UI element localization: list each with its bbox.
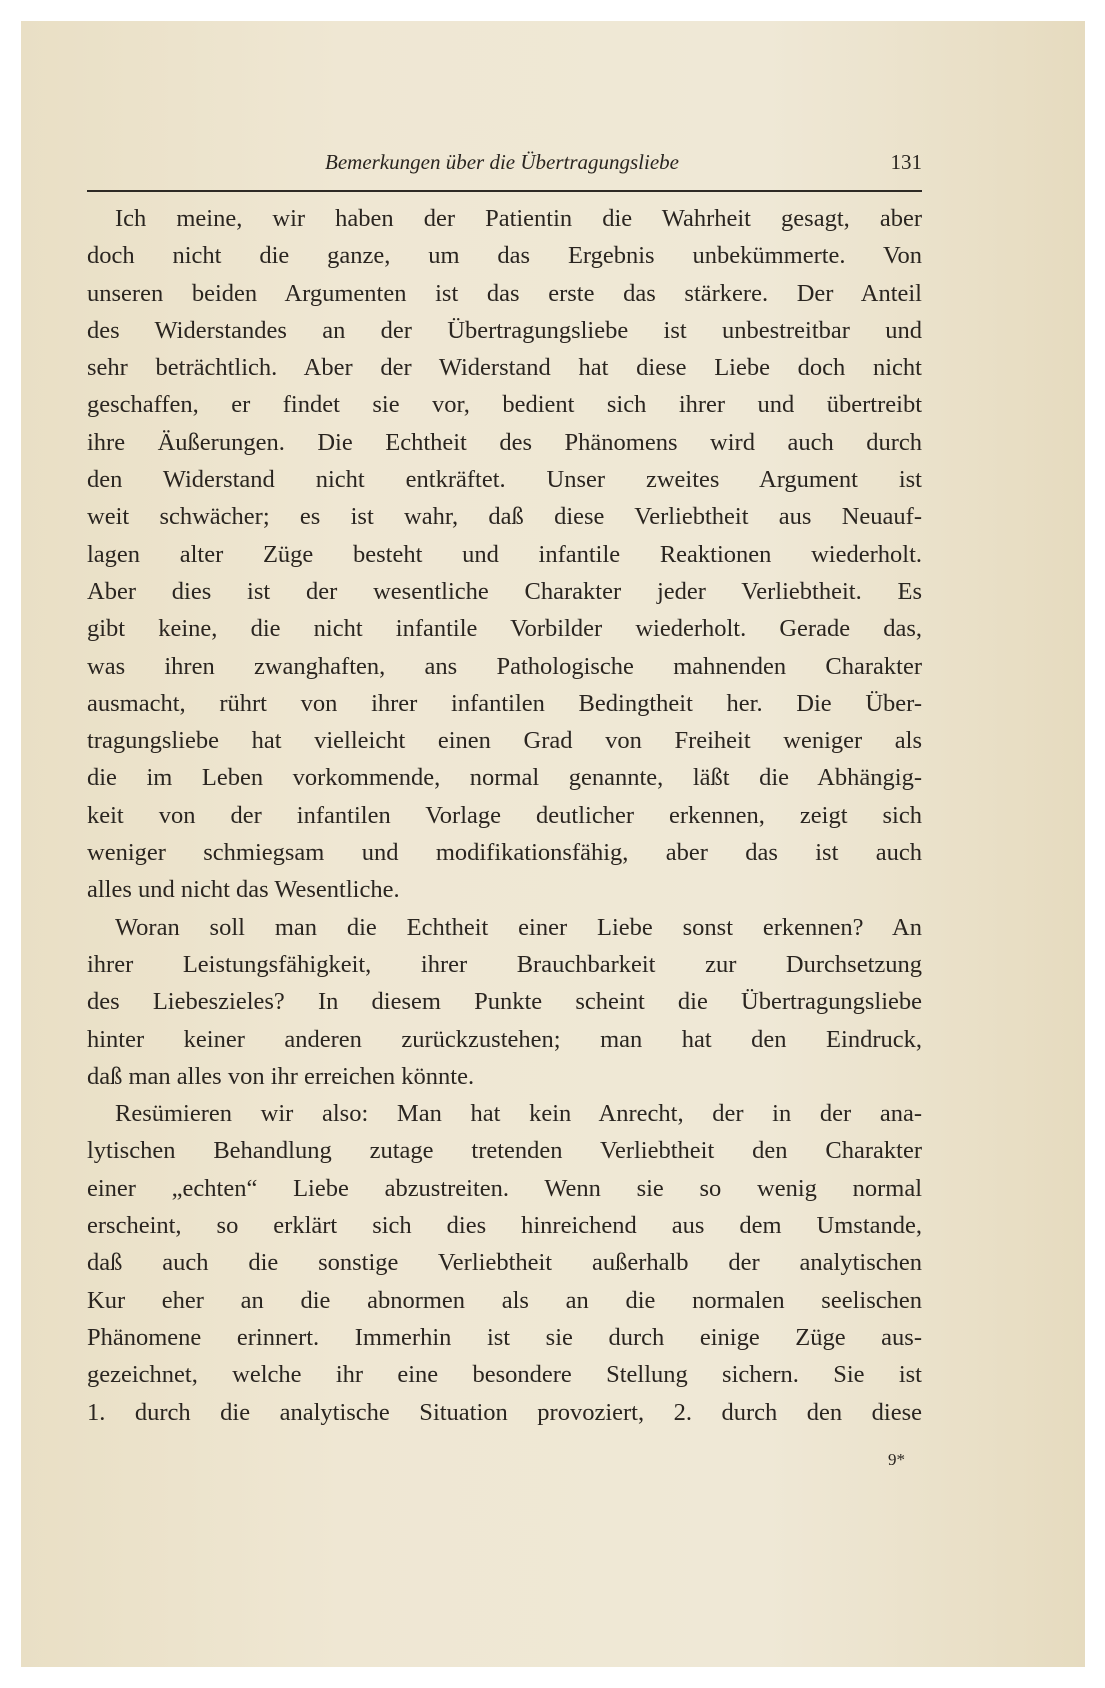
text-line: Ich meine, wir haben der Patientin die Wahrheit gesagt, aber (115, 205, 922, 232)
running-title: Bemerkungen über die Übertragungsliebe (325, 150, 679, 174)
text-line: alles und nicht das Wesentliche. (87, 876, 400, 904)
text-line: ihrer Leistungsfähigkeit, ihrer Brauchbarkeit zur Durchsetzung (87, 950, 922, 978)
text-line: lytischen Behandlung zutage tretenden Verliebtheit den Charakter (87, 1137, 922, 1165)
text-line: was ihren zwanghaften, ans Pathologische mahnenden Charakter (87, 652, 922, 680)
text-line: des Widerstandes an der Übertragungsliebe ist unbestreitbar und (87, 316, 922, 344)
text-line: Kur eher an die abnormen als an die normalen seelischen (87, 1286, 922, 1314)
text-line: Resümieren wir also: Man hat kein Anrecht, der in der ana- (115, 1100, 922, 1128)
text-line: hinter keiner anderen zurückzustehen; man hat den Eindruck, (87, 1025, 922, 1053)
text-line: Woran soll man die Echtheit einer Liebe sonst erkennen? An (115, 913, 922, 941)
text-line: doch nicht die ganze, um das Ergebnis unbekümmerte. Von (87, 242, 922, 270)
text-line: geschaffen, er findet sie vor, bedient sich ihrer und übertreibt (87, 391, 922, 419)
text-line: daß man alles von ihr erreichen könnte. (87, 1062, 475, 1090)
page-number: 131 (890, 150, 922, 174)
running-header (87, 150, 922, 180)
text-line: weit schwächer; es ist wahr, daß diese Verliebtheit aus Neuauf- (87, 503, 922, 531)
text-line: weniger schmiegsam und modifikationsfähig, aber das ist auch (87, 839, 922, 867)
text-line: daß auch die sonstige Verliebtheit außerhalb der analytischen (87, 1249, 922, 1277)
text-line: Phänomene erinnert. Immerhin ist sie durch einige Züge aus- (87, 1323, 922, 1351)
text-line: lagen alter Züge besteht und infantile Reaktionen wiederholt. (87, 540, 922, 568)
text-line: unseren beiden Argumenten ist das erste das stärkere. Der Anteil (87, 279, 922, 307)
text-line: tragungsliebe hat vielleicht einen Grad von Freiheit weniger als (87, 727, 922, 755)
text-line: ihre Äußerungen. Die Echtheit des Phänomens wird auch durch (87, 428, 922, 456)
text-line: ausmacht, rührt von ihrer infantilen Bedingtheit her. Die Über- (87, 689, 922, 717)
text-line: keit von der infantilen Vorlage deutlicher erkennen, zeigt sich (87, 801, 922, 829)
text-line: einer „echten“ Liebe abzustreiten. Wenn sie so wenig normal (87, 1174, 922, 1202)
text-line: den Widerstand nicht entkräftet. Unser zweites Argument ist (87, 466, 922, 494)
text-line: 1. durch die analytische Situation provoziert, 2. durch den diese (87, 1398, 922, 1426)
text-line: die im Leben vorkommende, normal genannte, läßt die Abhängig- (87, 764, 922, 792)
header-rule (87, 190, 922, 192)
signature-mark: 9* (888, 1450, 905, 1469)
text-line: gibt keine, die nicht infantile Vorbilder wiederholt. Gerade das, (87, 615, 922, 643)
text-line: des Liebeszieles? In diesem Punkte scheint die Übertragungsliebe (87, 988, 922, 1016)
text-line: sehr beträchtlich. Aber der Widerstand hat diese Liebe doch nicht (87, 354, 922, 382)
text-line: erscheint, so erklärt sich dies hinreichend aus dem Umstande, (87, 1212, 922, 1240)
body-text (87, 200, 922, 1431)
text-line: gezeichnet, welche ihr eine besondere Stellung sichern. Sie ist (87, 1361, 922, 1389)
text-line: Aber dies ist der wesentliche Charakter jeder Verliebtheit. Es (87, 577, 922, 605)
